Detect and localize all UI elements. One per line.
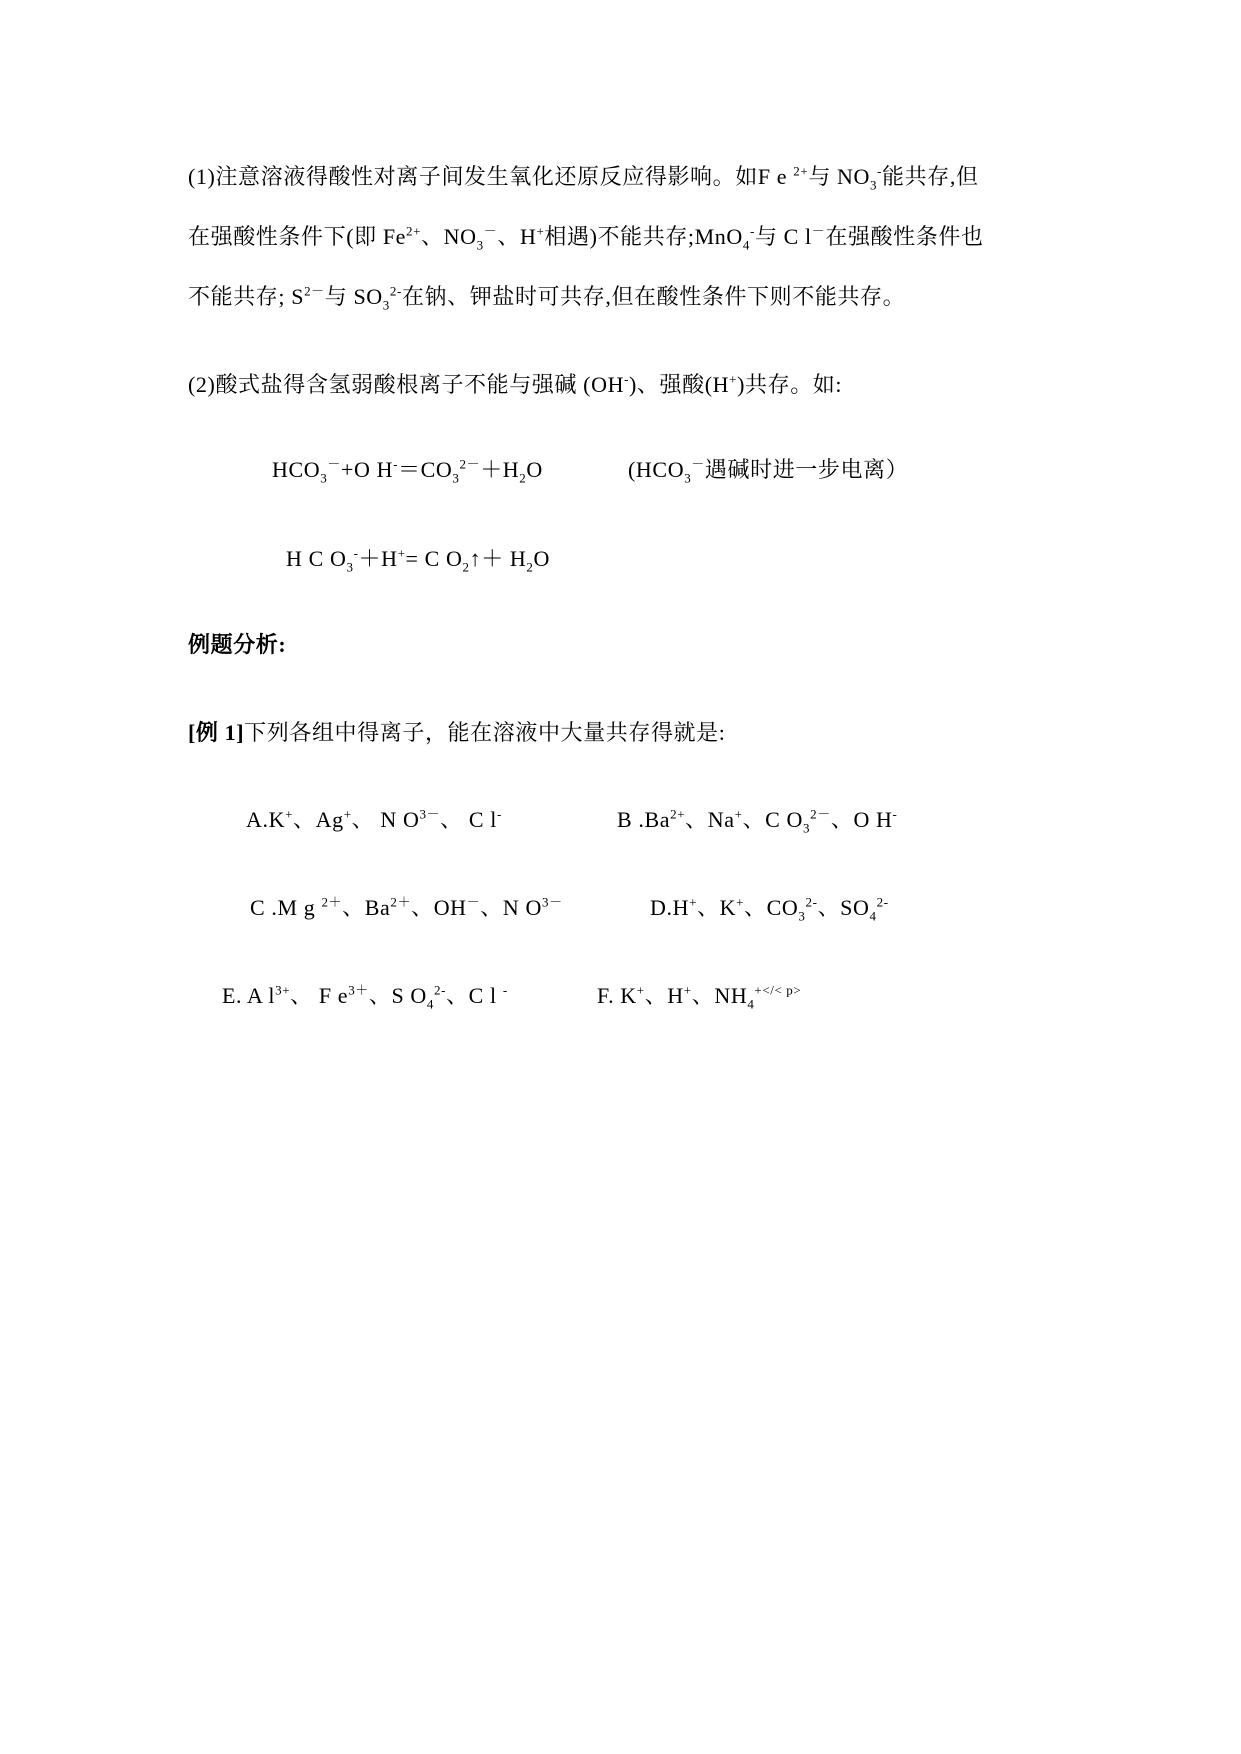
- text-run: C .M g: [250, 895, 322, 920]
- text-run: A.K: [246, 807, 286, 832]
- superscript: －: [811, 223, 826, 239]
- superscript: 2+: [406, 223, 422, 239]
- text-run: +O H: [340, 457, 394, 482]
- subscript: 2: [462, 559, 470, 575]
- text-run: 在强酸性条件下(即 Fe: [188, 224, 407, 249]
- text-run: 在强酸性条件也: [825, 224, 984, 249]
- subscript: 4: [747, 996, 755, 1012]
- option-a: [246, 805, 502, 835]
- option-e: [222, 981, 508, 1011]
- superscript: 2＋: [321, 894, 343, 910]
- superscript: +: [343, 806, 352, 822]
- text-run: 、 F e: [290, 983, 349, 1008]
- text-run: O: [533, 546, 551, 571]
- text-run: (1)注意溶液得酸性对离子间发生氧化还原反应得影响。如F e: [188, 164, 794, 189]
- equation-1: [272, 455, 543, 485]
- text-run: ＋H: [480, 457, 520, 482]
- text-run: 、H: [497, 224, 537, 249]
- text-run: E. A l: [222, 983, 276, 1008]
- subscript: 3: [870, 177, 878, 193]
- superscript: 2－: [459, 456, 481, 472]
- section-heading: 例题分析:: [188, 632, 287, 657]
- option-b: [617, 805, 897, 835]
- superscript: 2－: [810, 806, 831, 822]
- superscript: －: [466, 894, 481, 910]
- subscript: 3: [798, 908, 806, 924]
- subscript: 3: [452, 470, 460, 486]
- text-run: 、S O: [368, 983, 427, 1008]
- option-d: [650, 893, 889, 923]
- superscript: +: [636, 982, 645, 998]
- text-run: HCO: [272, 457, 321, 482]
- paragraph-2: [188, 370, 842, 400]
- superscript: －: [327, 456, 341, 472]
- subscript: 3: [803, 820, 811, 836]
- text-run: 、CO: [744, 895, 799, 920]
- text-run: 不能共存; S: [188, 284, 305, 309]
- text-run: 、 N O: [351, 807, 420, 832]
- text-run: 、SO: [817, 895, 870, 920]
- text-run: ↑＋ H: [469, 546, 527, 571]
- subscript: 3: [346, 559, 354, 575]
- superscript: 3＋: [348, 982, 369, 998]
- text-run: O: [526, 457, 543, 482]
- text-run: 、OH: [411, 895, 467, 920]
- superscript: +: [683, 982, 692, 998]
- subscript: 3: [476, 237, 484, 253]
- text-run: 与 C l: [754, 224, 812, 249]
- text-run: 、H: [644, 983, 684, 1008]
- option-f: [597, 981, 801, 1011]
- superscript: -: [877, 163, 883, 179]
- superscript: -: [393, 456, 398, 472]
- superscript: -: [353, 545, 359, 561]
- superscript: +: [397, 545, 406, 561]
- text-run: 、NH: [691, 983, 748, 1008]
- text-run: 与 SO: [324, 284, 383, 309]
- paragraph-1-line-2: [188, 222, 984, 252]
- text-run: 能共存,但: [882, 164, 979, 189]
- superscript: -: [892, 806, 898, 822]
- text-run: 、N O: [480, 895, 542, 920]
- subscript: 3: [684, 470, 692, 486]
- text-run: 与 NO: [808, 164, 870, 189]
- paragraph-1-line-1: [188, 162, 979, 192]
- superscript: 2-: [389, 283, 402, 299]
- superscript: 2-: [434, 982, 447, 998]
- text-run: 、C l: [446, 983, 503, 1008]
- text-run: (HCO: [628, 457, 685, 482]
- option-c: [250, 893, 563, 923]
- text-run: B .Ba: [617, 807, 671, 832]
- example-text: 下列各组中得离子，能在溶液中大量共存得就是:: [244, 720, 726, 745]
- example-label: [例 1]: [188, 720, 245, 745]
- superscript: －: [483, 223, 498, 239]
- subscript: 4: [426, 996, 435, 1012]
- subscript: 4: [742, 237, 751, 253]
- superscript: 2-: [805, 894, 818, 910]
- text-run: D.H: [650, 895, 690, 920]
- text-run: (2)酸式盐得含氢弱酸根离子不能与强碱 (OH: [188, 372, 625, 397]
- superscript: 2＋: [390, 894, 412, 910]
- equation-2: [286, 544, 550, 574]
- superscript: +</< p>: [754, 982, 802, 998]
- text-run: )、强酸(H: [629, 372, 730, 397]
- subscript: 2: [519, 470, 527, 486]
- superscript: 2+: [670, 806, 686, 822]
- superscript: 2－: [304, 283, 325, 299]
- text-run: 遇碱时进一步电离）: [704, 457, 909, 482]
- text-run: F. K: [597, 983, 637, 1008]
- text-run: H C O: [286, 546, 347, 571]
- superscript: -: [502, 982, 508, 998]
- superscript: －: [691, 456, 705, 472]
- text-run: 、 C l: [440, 807, 497, 832]
- superscript: +: [536, 223, 545, 239]
- text-run: ＝CO: [398, 457, 453, 482]
- text-run: 、NO: [421, 224, 477, 249]
- text-run: 、Na: [685, 807, 735, 832]
- subscript: 3: [320, 470, 328, 486]
- superscript: +: [285, 806, 294, 822]
- superscript: +: [734, 806, 743, 822]
- text-run: ＋H: [358, 546, 398, 571]
- superscript: 2-: [876, 894, 889, 910]
- superscript: -: [624, 371, 629, 387]
- text-run: = C O: [405, 546, 463, 571]
- text-run: 在钠、钾盐时可共存,但在酸性条件下则不能共存。: [401, 284, 906, 309]
- superscript: 3－: [541, 894, 563, 910]
- text-run: 、C O: [742, 807, 804, 832]
- text-run: 、Ag: [293, 807, 344, 832]
- superscript: +: [729, 371, 738, 387]
- text-run: )共存。如:: [737, 372, 843, 397]
- subscript: 4: [869, 908, 877, 924]
- superscript: -: [750, 223, 755, 239]
- subscript: 2: [526, 559, 534, 575]
- text-run: 、K: [697, 895, 737, 920]
- text-run: 、Ba: [342, 895, 391, 920]
- text-run: 相遇)不能共存;MnO: [544, 224, 743, 249]
- superscript: +: [736, 894, 745, 910]
- superscript: -: [496, 806, 502, 822]
- paragraph-1-line-3: [188, 282, 905, 312]
- example-1: [188, 718, 725, 748]
- superscript: +: [689, 894, 698, 910]
- superscript: 3+: [275, 982, 291, 998]
- equation-1-note: [628, 455, 908, 485]
- subscript: 3: [382, 297, 390, 313]
- superscript: 2+: [793, 163, 809, 179]
- text-run: 、O H: [830, 807, 893, 832]
- superscript: 3－: [419, 806, 441, 822]
